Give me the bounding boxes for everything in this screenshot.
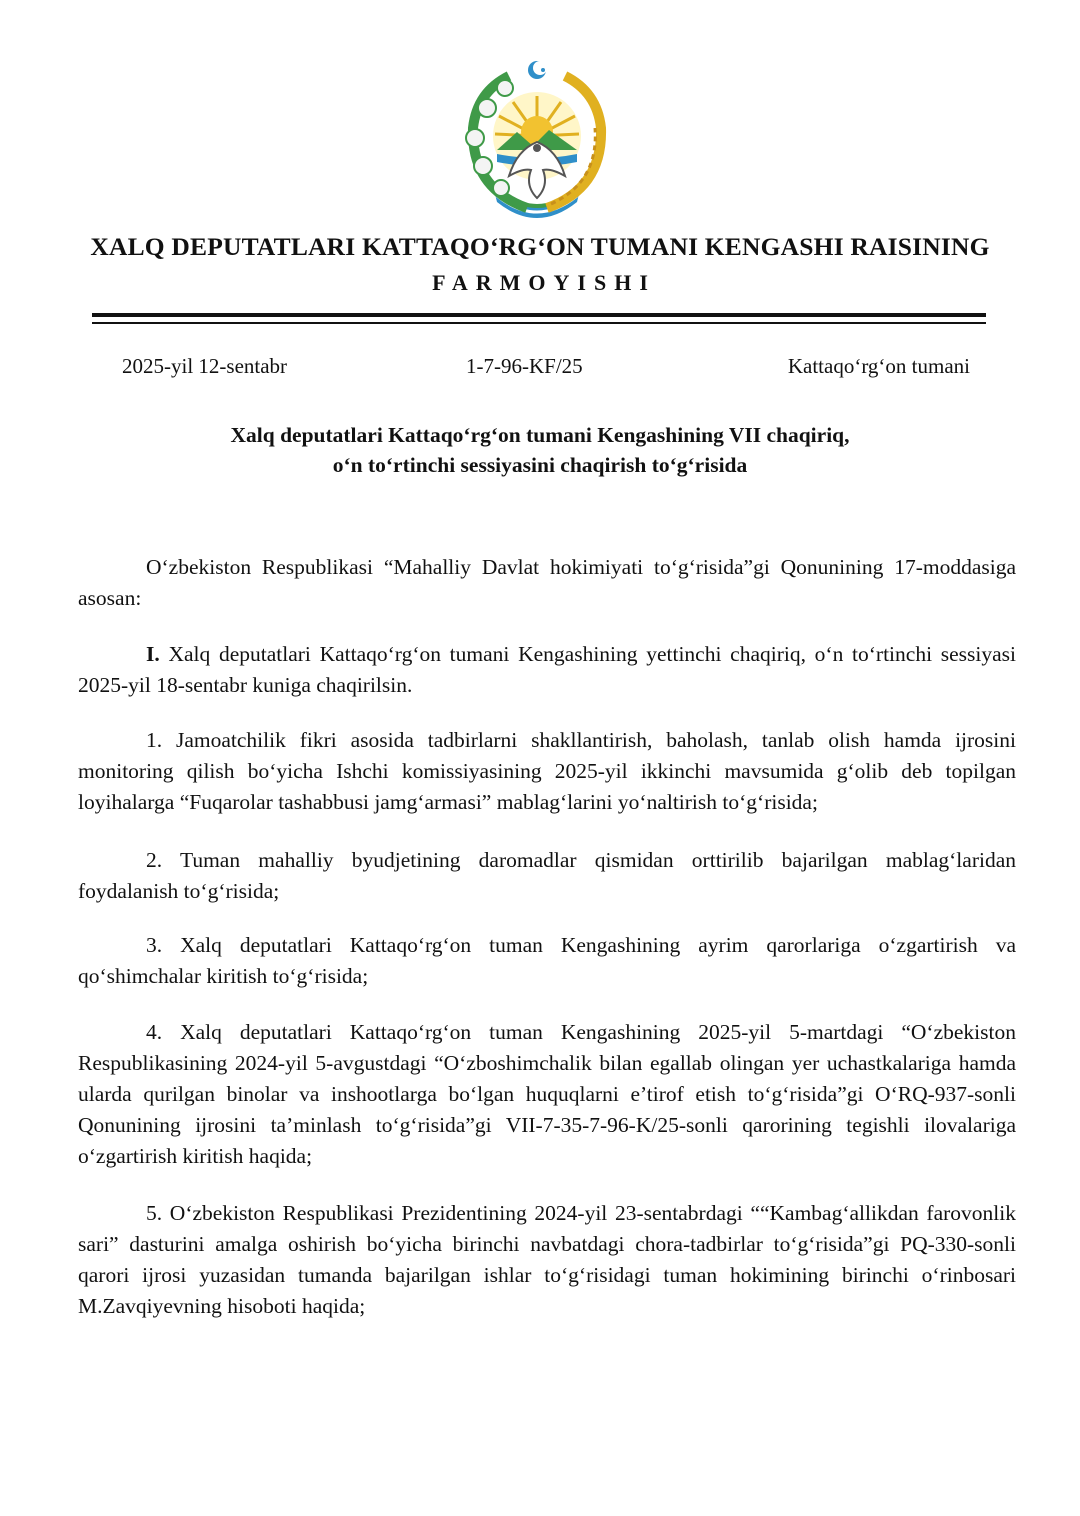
document-authority-title: XALQ DEPUTATLARI KATTAQO‘RG‘ON TUMANI KENGASHI RAISINING [90, 232, 990, 261]
agenda-item-4: 4. Xalq deputatlari Kattaqo‘rg‘on tuman Kengashining 2025-yil 5-martdagi “O‘zbekiston Respublikasining 2024-yil 5-avgustdagi “O‘zboshimchalik bilan egallab olingan yer uchastkalariga hamda ularda qurilgan binolar va inshootlarga bo‘lgan huquqlarni e’tirof etish to‘g‘risida”gi O‘RQ-937-sonli Qonunining ijrosini ta’minlash to‘g‘risida”gi VII-7-35-7-96-K/25-sonli qarorining tegishli ilovalariga o‘zgartirish kiritish haqida; [78, 1020, 1016, 1168]
header-divider-thick [92, 313, 986, 317]
agenda-item-3: 3. Xalq deputatlari Kattaqo‘rg‘on tuman Kengashining ayrim qarorlariga o‘zgartirish va qo‘shimchalar kiritish to‘g‘risida; [78, 933, 1016, 988]
header-divider-thin [92, 322, 986, 324]
agenda-item-2: 2. Tuman mahalliy byudjetining daromadlar qismidan orttirilib bajarilgan mablag‘laridan foydalanish to‘g‘risida; [78, 848, 1016, 903]
agenda-item-5: 5. O‘zbekiston Respublikasi Prezidentining 2024-yil 23-sentabrdagi ““Kambag‘allikdan farovonlik sari” dasturini amalga oshirish bo‘yicha birinchi navbatdagi chora-tadbirlar to‘g‘risida”gi PQ-330-sonli qarori ijrosi yuzasidan tumanda bajarilgan ishlar to‘g‘risidagi tuman hokimining birinchi o‘rinbosari M.Zavqiyevning hisoboti haqida; [78, 1201, 1016, 1318]
section-1-paragraph [78, 639, 1016, 701]
document-subject [0, 420, 1080, 480]
document-date: 2025-yil 12-sentabr [122, 354, 288, 378]
document-place: Kattaqo‘rg‘on tumani [787, 354, 970, 378]
section-1-marker: I. [146, 642, 160, 666]
section-1-text: Xalq deputatlari Kattaqo‘rg‘on tumani Kengashining yettinchi chaqiriq, o‘n to‘rtinchi sessiyasi 2025-yil 18-sentabr kuniga chaqirilsin. [78, 642, 1016, 697]
subject-line-1: Xalq deputatlari Kattaqo‘rg‘on tumani Kengashining VII chaqiriq, [230, 423, 850, 447]
subject-line-2: o‘n to‘rtinchi sessiyasini chaqirish to‘g‘risida [332, 453, 748, 477]
state-emblem-icon [453, 58, 621, 228]
document-type-title: FARMOYISHI [432, 270, 656, 295]
intro-paragraph: O‘zbekiston Respublikasi “Mahalliy Davlat hokimiyati to‘g‘risida”gi Qonunining 17-moddasiga asosan: [78, 555, 1016, 610]
document-body [78, 552, 1016, 1322]
agenda-item-1: 1. Jamoatchilik fikri asosida tadbirlarni shakllantirish, baholash, tanlab olish hamda ijrosini monitoring qilish bo‘yicha Ishchi komissiyasining 2025-yil ikkinchi mavsumida g‘olib deb topilgan loyihalarga “Fuqarolar tashabbusi jamg‘armasi” mablag‘larini yo‘naltirish to‘g‘risida; [78, 728, 1016, 814]
document-number: 1-7-96-KF/25 [466, 354, 583, 378]
